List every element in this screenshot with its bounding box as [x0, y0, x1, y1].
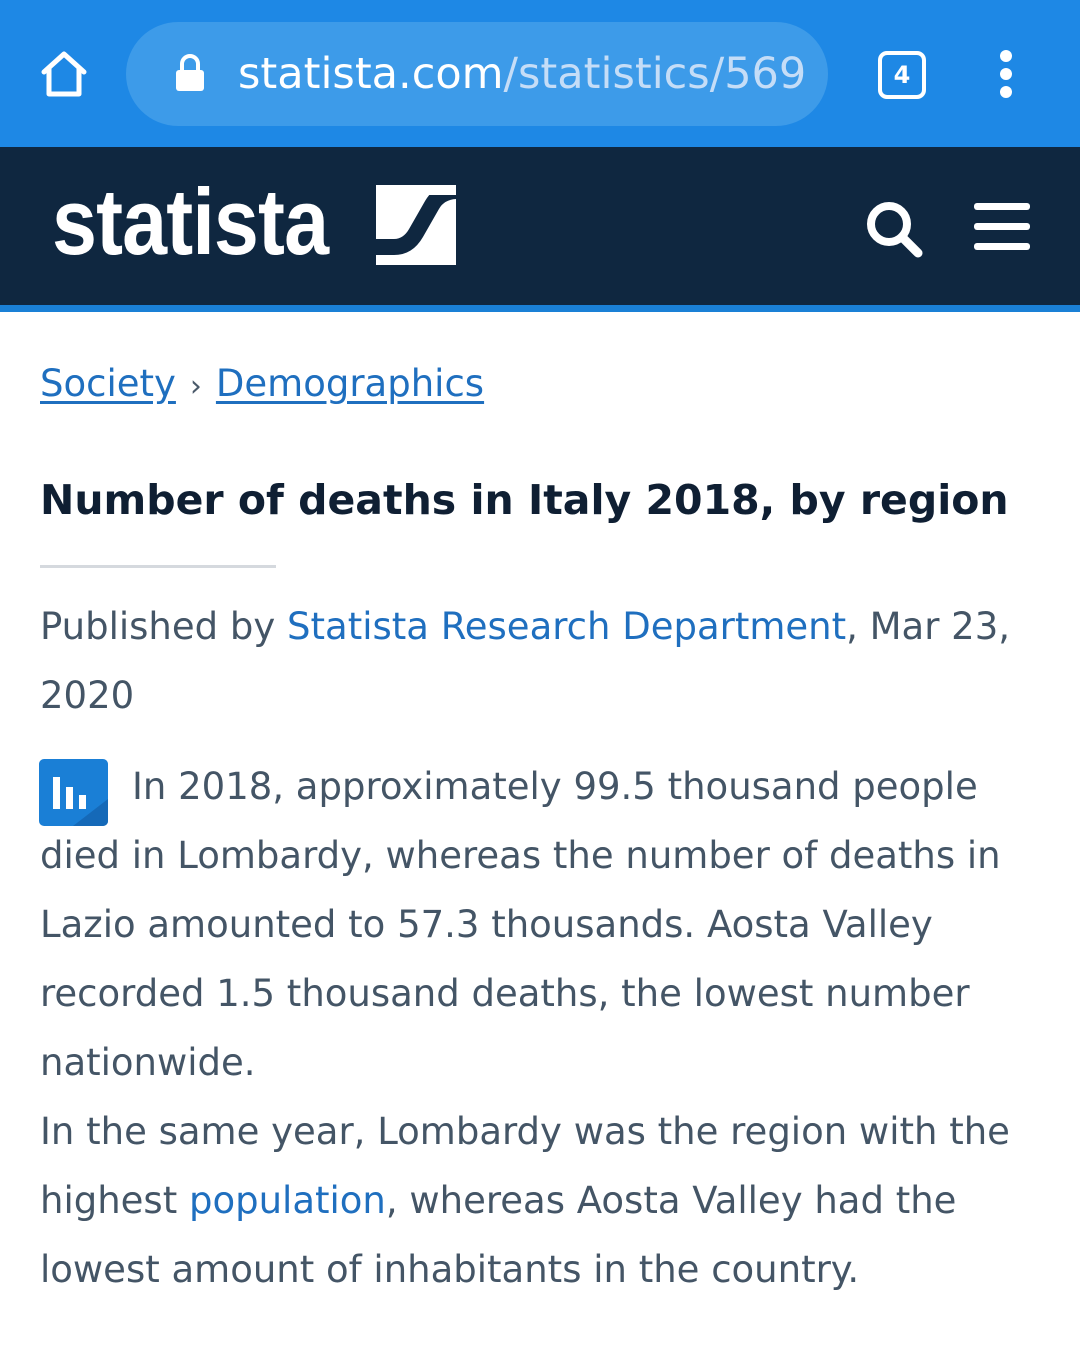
hamburger-menu-icon[interactable] — [974, 203, 1030, 251]
breadcrumb-society[interactable]: Society — [40, 362, 176, 405]
lock-icon — [174, 53, 206, 93]
breadcrumb — [40, 358, 484, 410]
publish-date: , Mar 23, 2020 — [40, 605, 1011, 717]
byline — [40, 592, 1040, 730]
url-text[interactable] — [238, 46, 808, 102]
site-header — [0, 147, 1080, 312]
author-link[interactable]: Statista Research Department — [287, 605, 847, 648]
description-paragraph-2-start: In the same year, Lombardy was the region with the highest — [40, 1110, 1010, 1222]
breadcrumb-demographics[interactable]: Demographics — [215, 362, 485, 405]
statistic-description — [40, 752, 1050, 1304]
title-divider — [40, 565, 276, 568]
browser-toolbar — [0, 0, 1080, 147]
byline-prefix: Published by — [40, 605, 288, 648]
url-path: /statistics/569 — [503, 49, 807, 99]
more-vert-icon[interactable] — [994, 50, 1018, 98]
description-paragraph-1: In 2018, approximately 99.5 thousand people died in Lombardy, whereas the number of deaths in Lazio amounted to 57.3 thousands. Aosta Valley recorded 1.5 thousand deaths, the lowest number nationwide. — [40, 765, 1001, 1084]
population-link[interactable]: population — [188, 1179, 386, 1222]
url-host: statista.com — [238, 49, 504, 99]
breadcrumb-separator: › — [189, 369, 202, 404]
icon-spacer — [40, 789, 132, 799]
statista-logo[interactable]: statista — [52, 169, 329, 274]
page-title: Number of deaths in Italy 2018, by region — [40, 476, 1009, 524]
address-bar[interactable] — [126, 22, 828, 126]
tab-switcher-icon[interactable]: 4 — [878, 51, 926, 99]
statista-logo-icon[interactable] — [376, 185, 456, 265]
home-icon[interactable] — [36, 48, 92, 100]
search-icon[interactable] — [864, 199, 924, 259]
description-paragraph-2-end: , whereas Aosta Valley had the lowest amount of inhabitants in the country. — [40, 1179, 957, 1291]
